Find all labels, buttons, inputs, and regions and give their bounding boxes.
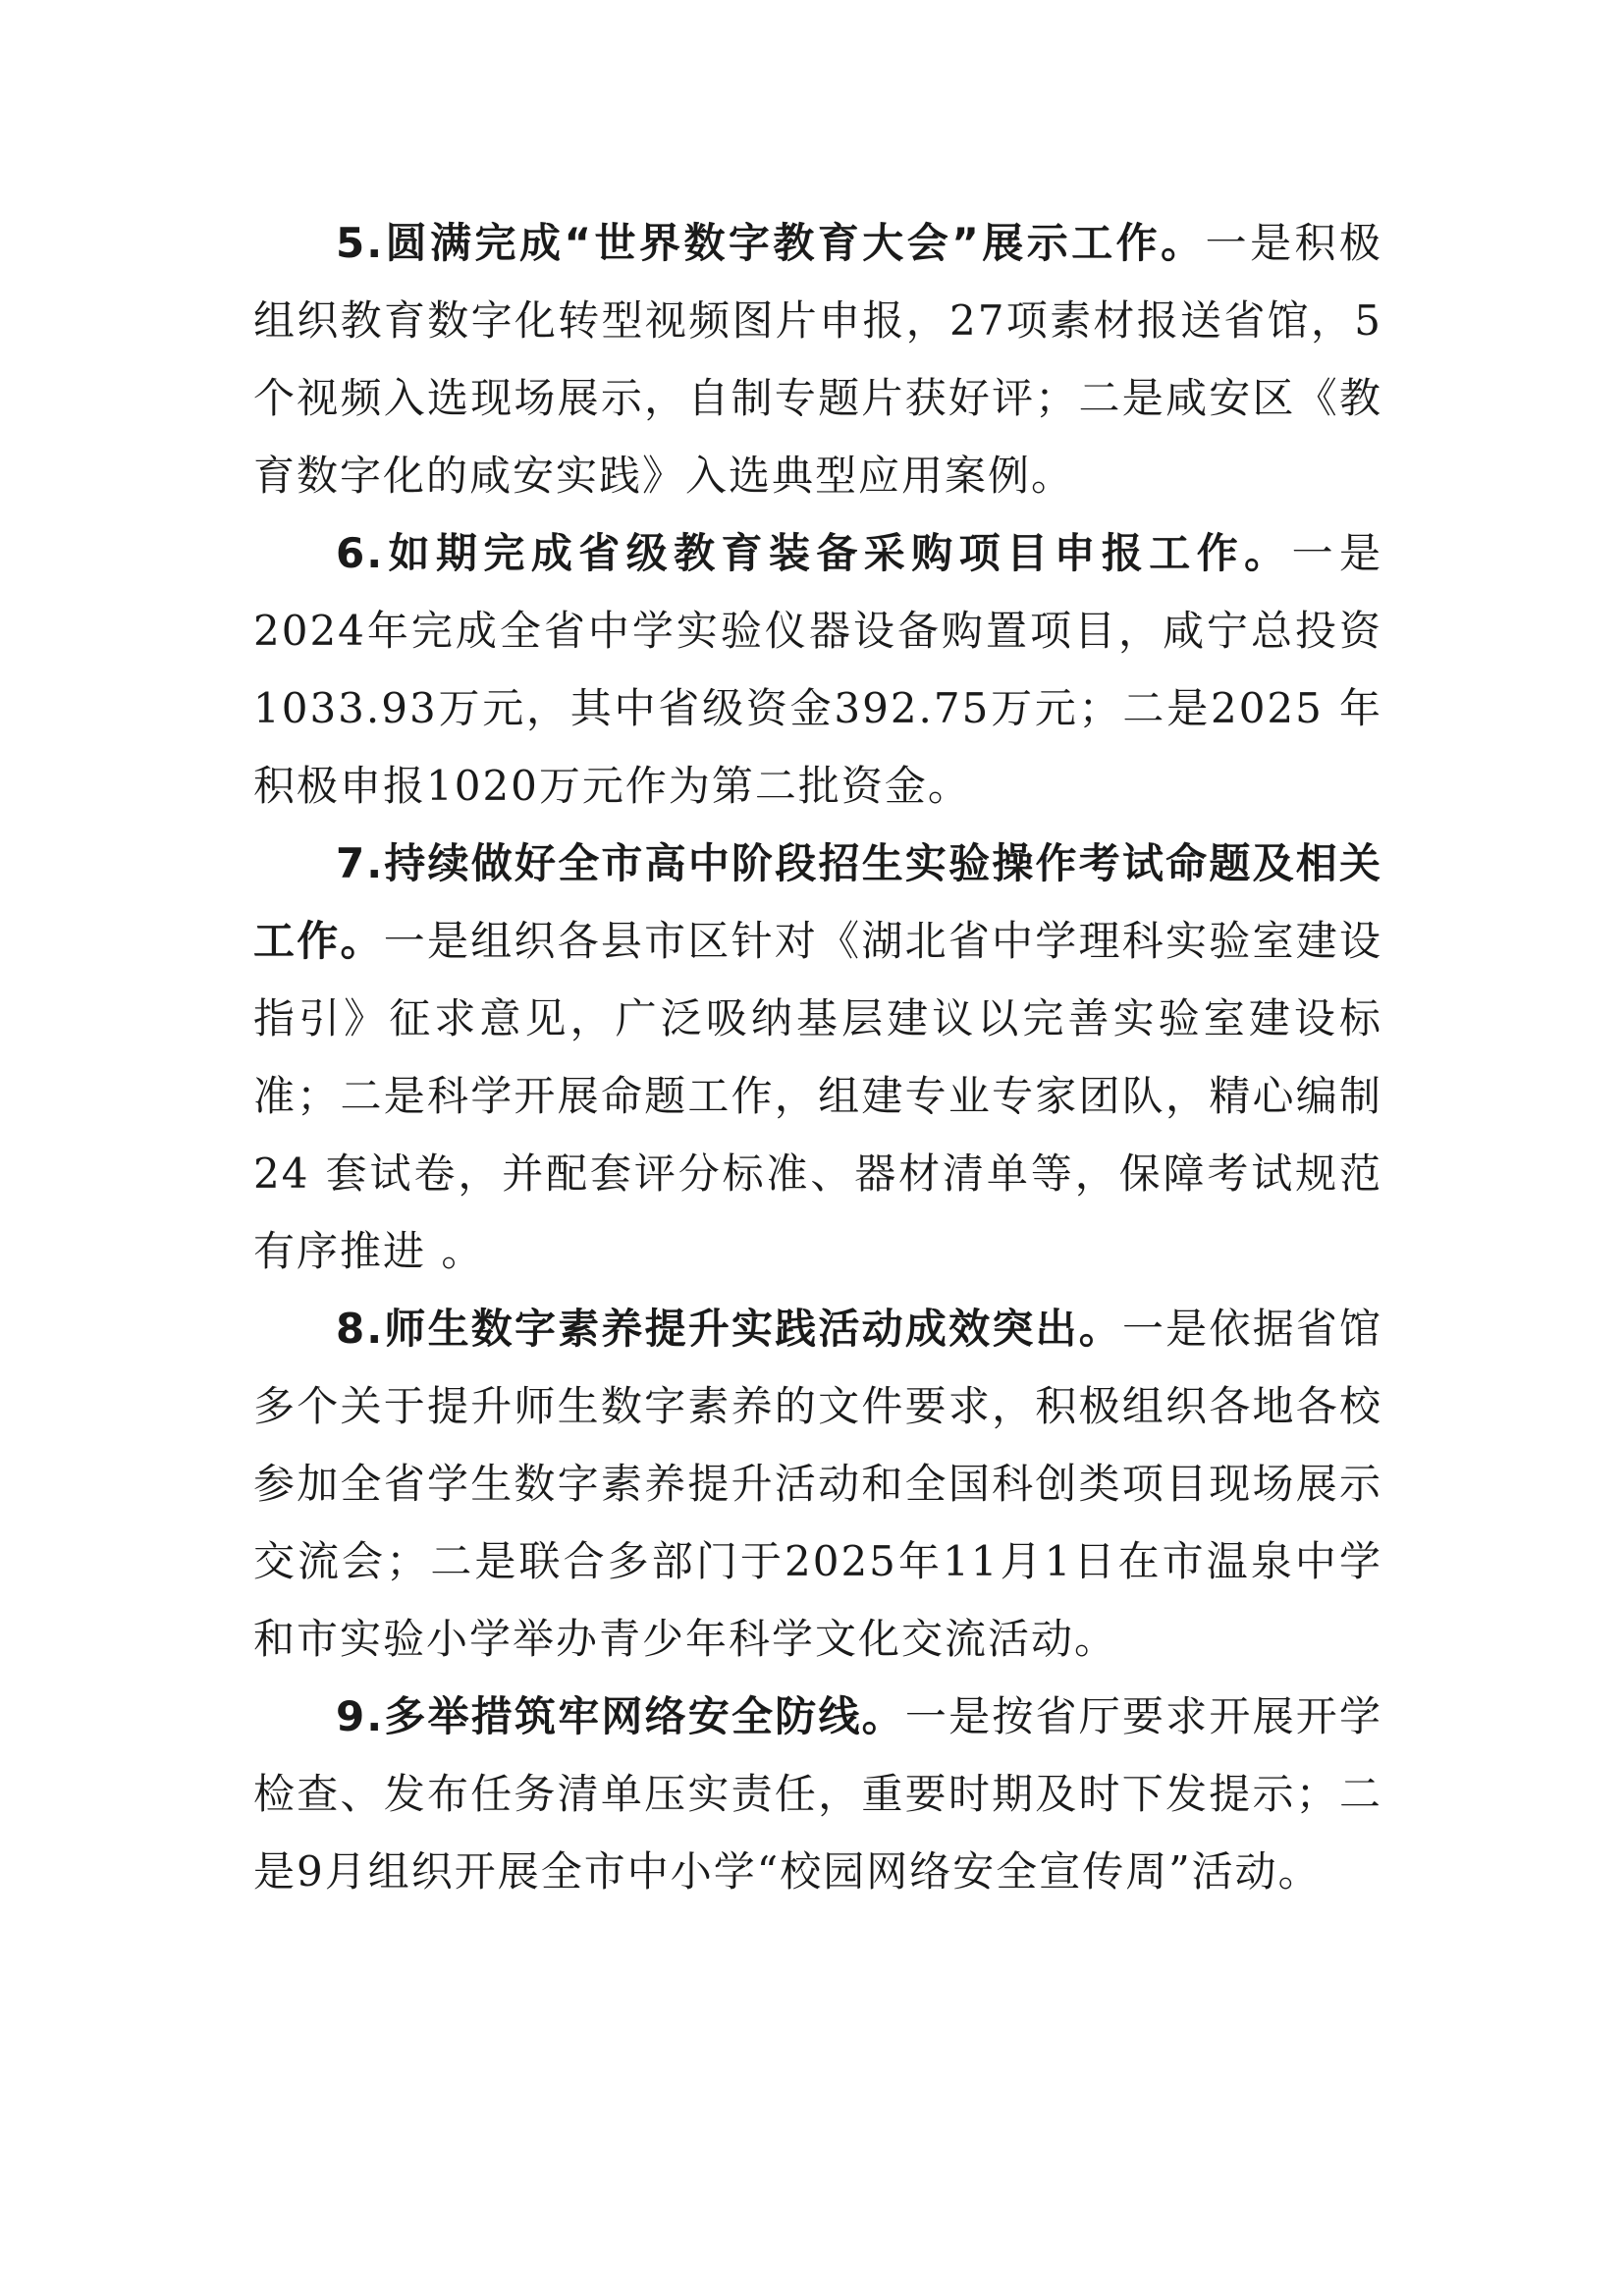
paragraph-item-6 <box>253 514 1382 825</box>
paragraph-text: 一是依据省馆多个关于提升师生数字素养的文件要求，积极组织各地各校参加全省学生数字素养提升活动和全国科创类项目现场展示交流会；二是联合多部门于2025年11月1日在市温泉中学和市实验小学举办青少年科学文化交流活动。 <box>253 1305 1382 1663</box>
paragraph-text: 一是2024年完成全省中学实验仪器设备购置项目，咸宁总投资1033.93万元，其中省级资金392.75万元；二是2025 年积极申报1020万元作为第二批资金。 <box>253 529 1382 810</box>
paragraph-heading: 9.多举措筑牢网络安全防线。 <box>336 1692 905 1740</box>
paragraph-text: 一是积极组织教育数字化转型视频图片申报，27项素材报送省馆，5个视频入选现场展示，自制专题片获好评；二是咸安区《教育数字化的咸安实践》入选典型应用案例。 <box>253 219 1382 500</box>
paragraph-heading: 8.师生数字素养提升实践活动成效突出。 <box>336 1305 1122 1353</box>
document-body <box>253 204 1382 1910</box>
paragraph-text: 一是组织各县市区针对《湖北省中学理科实验室建设指引》征求意见，广泛吸纳基层建议以完善实验室建设标准；二是科学开展命题工作，组建专业专家团队，精心编制24 套试卷，并配套评分标准、器材清单等，保障考试规范有序推进 。 <box>253 917 1382 1275</box>
paragraph-item-8 <box>253 1290 1382 1678</box>
paragraph-item-7 <box>253 825 1382 1290</box>
paragraph-heading: 5.圆满完成“世界数字教育大会”展示工作。 <box>336 219 1206 267</box>
paragraph-item-9 <box>253 1678 1382 1910</box>
paragraph-item-5 <box>253 204 1382 514</box>
paragraph-text: 一是按省厅要求开展开学检查、发布任务清单压实责任，重要时期及时下发提示；二是9月组织开展全市中小学“校园网络安全宣传周”活动。 <box>253 1692 1382 1896</box>
paragraph-heading: 6.如期完成省级教育装备采购项目申报工作。 <box>336 529 1292 577</box>
paragraph-heading: 7.持续做好全市高中阶段招生实验操作考试命题及相关工作。 <box>253 839 1382 965</box>
